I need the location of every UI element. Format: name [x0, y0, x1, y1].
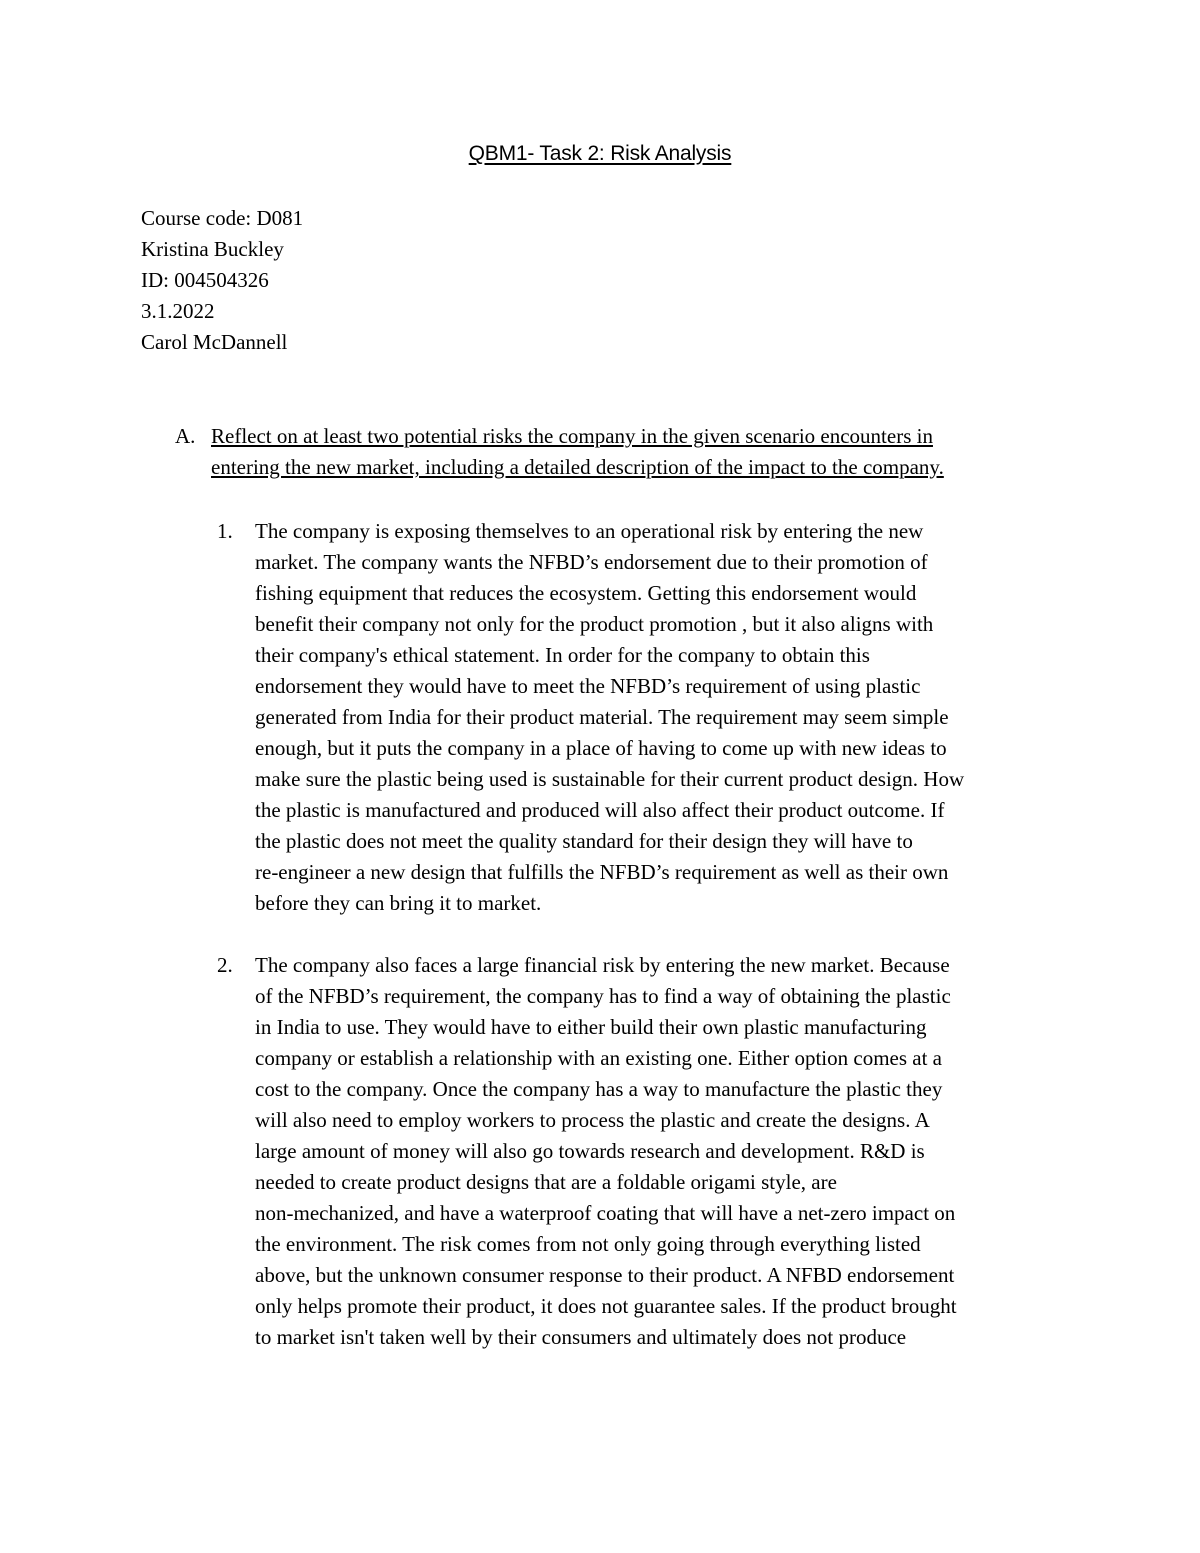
- paragraph-line: large amount of money will also go towards research and development. R&D is: [255, 1139, 925, 1163]
- list-marker: 2.: [217, 953, 233, 977]
- risk-item-operational: [213, 516, 1063, 919]
- paragraph-line: non-mechanized, and have a waterproof coating that will have a net-zero impact on: [255, 1201, 956, 1225]
- paragraph-line: market. The company wants the NFBD’s endorsement due to their promotion of: [255, 550, 928, 574]
- section-a: [175, 421, 1055, 483]
- document-title: QBM1- Task 2: Risk Analysis: [468, 142, 732, 165]
- paragraph-line: will also need to employ workers to process the plastic and create the designs. A: [255, 1108, 930, 1132]
- paragraph-line: the plastic is manufactured and produced will also affect their product outcome. If: [255, 798, 945, 822]
- paragraph-line: the environment. The risk comes from not only going through everything listed: [255, 1232, 921, 1256]
- document-date: 3.1.2022: [141, 299, 215, 323]
- paragraph-line: The company is exposing themselves to an operational risk by entering the new: [255, 519, 924, 543]
- paragraph-line: fishing equipment that reduces the ecosystem. Getting this endorsement would: [255, 581, 917, 605]
- risk-item-text: [255, 516, 1060, 919]
- paragraph-line: needed to create product designs that are a foldable origami style, are: [255, 1170, 837, 1194]
- student-name: Kristina Buckley: [141, 237, 284, 261]
- list-marker: 1.: [217, 519, 233, 543]
- risk-list: [213, 516, 1063, 1384]
- paragraph-line: The company also faces a large financial risk by entering the new market. Because: [255, 953, 950, 977]
- paragraph-line: generated from India for their product material. The requirement may seem simple: [255, 705, 949, 729]
- section-a-heading: [211, 421, 1046, 483]
- paragraph-line: to market isn't taken well by their consumers and ultimately does not produce: [255, 1325, 907, 1349]
- instructor-name: Carol McDannell: [141, 330, 288, 354]
- paragraph-line: only helps promote their product, it does not guarantee sales. If the product brought: [255, 1294, 957, 1318]
- risk-item-text: [255, 950, 1060, 1353]
- paragraph-line: in India to use. They would have to either build their own plastic manufacturing: [255, 1015, 927, 1039]
- paragraph-line: benefit their company not only for the product promotion , but it also aligns with: [255, 612, 934, 636]
- paragraph-line: cost to the company. Once the company has a way to manufacture the plastic they: [255, 1077, 943, 1101]
- document-header: [141, 203, 303, 358]
- paragraph-line: their company's ethical statement. In order for the company to obtain this: [255, 643, 870, 667]
- section-a-heading-line: Reflect on at least two potential risks the company in the given scenario encounters in: [211, 424, 933, 448]
- paragraph-line: company or establish a relationship with an existing one. Either option comes at a: [255, 1046, 943, 1070]
- course-code: Course code: D081: [141, 206, 304, 230]
- paragraph-line: re-engineer a new design that fulfills the NFBD’s requirement as well as their own: [255, 860, 949, 884]
- section-a-heading-line: entering the new market, including a detailed description of the impact to the company.: [211, 455, 944, 479]
- paragraph-line: enough, but it puts the company in a place of having to come up with new ideas to: [255, 736, 947, 760]
- paragraph-line: the plastic does not meet the quality standard for their design they will have to: [255, 829, 913, 853]
- paragraph-line: of the NFBD’s requirement, the company has to find a way of obtaining the plastic: [255, 984, 951, 1008]
- risk-item-financial: [213, 950, 1063, 1353]
- paragraph-line: before they can bring it to market.: [255, 891, 542, 915]
- student-id: ID: 004504326: [141, 268, 269, 292]
- paragraph-line: make sure the plastic being used is sustainable for their current product design. How: [255, 767, 965, 791]
- paragraph-line: endorsement they would have to meet the NFBD’s requirement of using plastic: [255, 674, 921, 698]
- section-a-marker: A.: [175, 424, 196, 448]
- paragraph-line: above, but the unknown consumer response to their product. A NFBD endorsement: [255, 1263, 955, 1287]
